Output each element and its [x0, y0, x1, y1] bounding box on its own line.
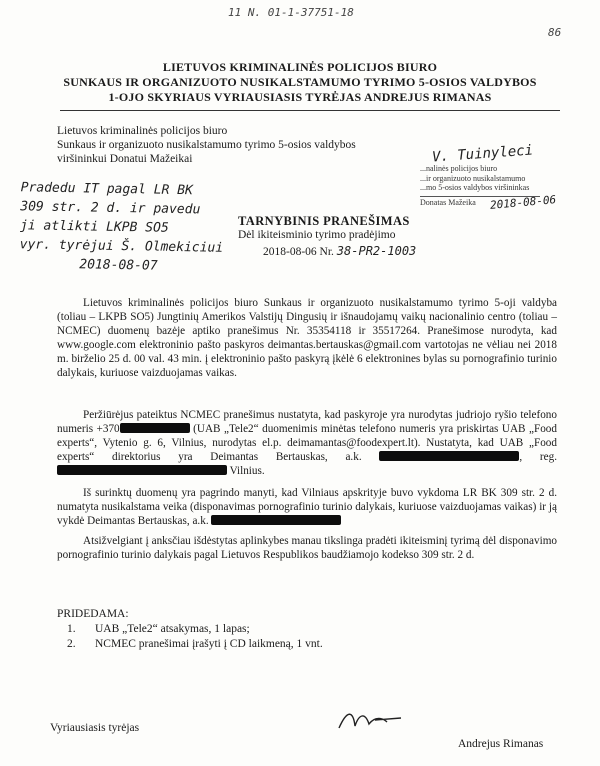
resolution-line-4: vyr. tyrėjui Š. Olmekiciui [19, 237, 224, 256]
header-divider [60, 110, 560, 111]
addressee [57, 124, 356, 166]
handwritten-resolution [19, 178, 224, 277]
stamp-line-3: ...mo 5-osios valdybos viršininkas [420, 183, 530, 192]
redacted-address [57, 465, 227, 475]
document-date-number [263, 244, 416, 258]
paragraph-3: Iš surinktų duomenų yra pagrindo manyti, kad Vilniaus apskrityje buvo vykdoma LR BK 309 str. 2 d. numatyta nusikalstama veika (disponavimas pornografinio turinio dalykais, kuriuose vaizduojamas vaikas) ir ją vykdė Deimantas Bertauskas, a.k. [57, 487, 557, 527]
header-line-2: SUNKAUS IR ORGANIZUOTO NUSIKALSTAMUMO TYRIMO 5-OSIOS VALDYBOS [63, 75, 537, 89]
attachments-heading: PRIDEDAMA: [57, 608, 129, 620]
resolution-date: 2018-08-07 [79, 257, 158, 274]
resolution-line-2: 309 str. 2 d. ir pavedu [20, 199, 201, 218]
document-number: 38-PR2-1003 [336, 244, 417, 258]
resolution-line-1: Pradedu IT pagal LR BK [20, 180, 193, 199]
attachment-item-2: 2. NCMEC pranešimai įrašyti į CD laikmeną, 1 vnt. [67, 638, 323, 650]
page-number: 86 [548, 26, 562, 39]
attachments [57, 607, 323, 652]
document-subtitle: Dėl ikiteisminio tyrimo pradėjimo [238, 229, 396, 241]
addressee-line-2: Sunkaus ir organizuoto nusikalstamumo tyrimo 5-osios valdybos [57, 139, 356, 151]
paragraph-1: Lietuvos kriminalinės policijos biuro Sunkaus ir organizuoto nusikalstamumo tyrimo 5-oji valdyba (toliau – LKPB SO5) Jungtinių Amerikos Valstijų Dingusių ir išnaudojamų vaikų nacionalinio centro (toliau – NCMEC) duomenų bazėje aptiko pranešimus Nr. 35354118 ir 35517264. Pranešimose nurodyta, kad www.google.com elektroninio pašto paskyros deimantas.bertauskas@gmail.com vartotojas ne vėliau nei 2018 m. birželio 25 d. 00 val. 43 min. į elektroninio pašto paskyrą įkėlė 6 elektronines bylas su pornografinio turinio dalykais, kuriuose vaizduojamas vaikas. [57, 297, 557, 379]
resolution-line-3: ji atlikti LKPB SO5 [19, 218, 169, 236]
approval-signature: V. Tuinyleci [431, 142, 534, 166]
header-line-1: LIETUVOS KRIMINALINĖS POLICIJOS BIURO [162, 60, 438, 74]
case-number-handwritten: 11 N. 01-1-37751-18 [228, 6, 354, 19]
header-line-3: 1-OJO SKYRIAUS VYRIAUSIASIS TYRĖJAS ANDREJUS RIMANAS [108, 90, 492, 104]
attachment-item-1: 1. UAB „Tele2“ atsakymas, 1 lapas; [67, 623, 250, 635]
document-number-label: Nr. [319, 246, 334, 258]
stamp-line-2: ...ir organizuoto nusikalstamumo [420, 173, 526, 183]
approval-date: 2018-08-06 [489, 193, 557, 212]
redacted-personal-code [379, 451, 519, 461]
document-title: TARNYBINIS PRANEŠIMAS [238, 214, 410, 228]
signer-name: Andrejus Rimanas [458, 738, 544, 750]
paragraph-4: Atsižvelgiant į anksčiau išdėstytas aplinkybes manau tikslinga pradėti ikiteisminį tyrimą dėl disponavimo pornografinio turinio dalykais pagal Lietuvos Respublikos baudžiamojo kodekso 309 str. 2 d. [57, 535, 557, 561]
document-date: 2018-08-06 [263, 246, 317, 258]
signer-position: Vyriausiasis tyrėjas [50, 722, 140, 734]
signature-scribble [335, 706, 405, 734]
stamp-line-4: Donatas Mažeika [420, 197, 476, 207]
redacted-personal-code-2 [211, 515, 341, 525]
paragraph-2: Peržiūrėjus pateiktus NCMEC pranešimus nustatyta, kad paskyroje yra nurodytas judriojo ryšio telefono numeris +370 (UAB „Tele2“ duomenimis minėtas telefono numeris yra priskirtas UAB „Food experts“, Vytenio g. 6, Vilnius, nurodytas el.p. deimamantas@foodexpert.lt). Nustatyta, kad UAB „Food experts“ direktorius yra Deimantas Bertauskas, a.k. , reg. Vilnius. [57, 409, 557, 477]
redacted-phone [120, 423, 190, 433]
addressee-line-1: Lietuvos kriminalinės policijos biuro [57, 125, 228, 137]
stamp-line-1: ...nalinės policijos biuro [420, 164, 498, 173]
addressee-line-3: viršininkui Donatui Mažeikai [57, 153, 193, 165]
